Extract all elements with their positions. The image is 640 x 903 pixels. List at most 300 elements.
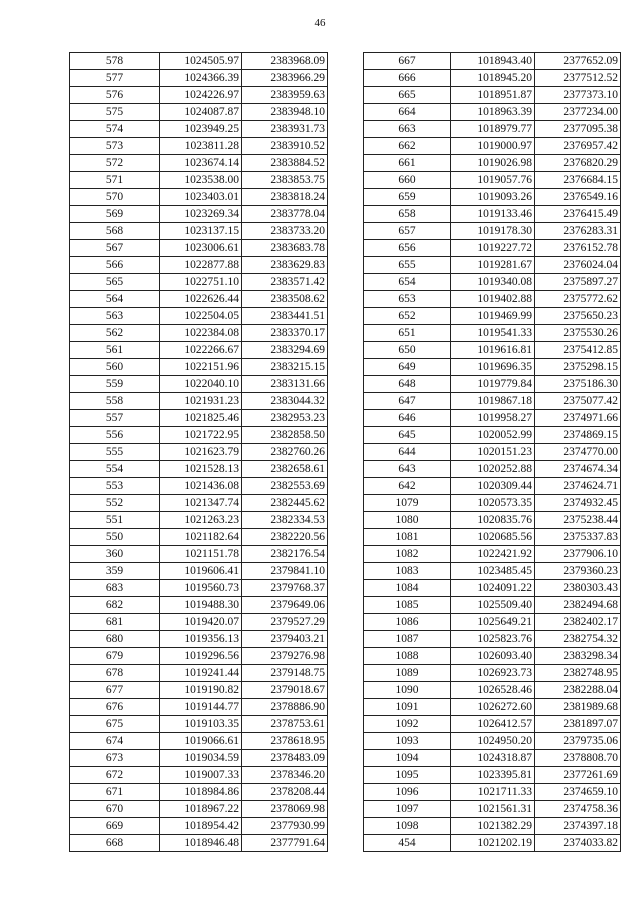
y-coordinate-cell: 2379403.21 xyxy=(242,631,328,648)
y-coordinate-cell: 2374869.15 xyxy=(535,427,621,444)
x-coordinate-cell: 1019958.27 xyxy=(451,410,535,427)
y-coordinate-cell: 2377095.38 xyxy=(535,121,621,138)
point-number-cell: 1087 xyxy=(364,631,451,648)
y-coordinate-cell: 2376684.15 xyxy=(535,172,621,189)
point-number-cell: 557 xyxy=(70,410,160,427)
y-coordinate-cell: 2377373.10 xyxy=(535,87,621,104)
x-coordinate-cell: 1022877.88 xyxy=(160,257,242,274)
table-row xyxy=(70,699,328,716)
point-number-cell: 1090 xyxy=(364,682,451,699)
point-number-cell: 680 xyxy=(70,631,160,648)
y-coordinate-cell: 2381989.68 xyxy=(535,699,621,716)
point-number-cell: 571 xyxy=(70,172,160,189)
x-coordinate-cell: 1023395.81 xyxy=(451,767,535,784)
y-coordinate-cell: 2383131.66 xyxy=(242,376,328,393)
table-row xyxy=(364,529,621,546)
y-coordinate-cell: 2383370.17 xyxy=(242,325,328,342)
y-coordinate-cell: 2374932.45 xyxy=(535,495,621,512)
y-coordinate-cell: 2383959.63 xyxy=(242,87,328,104)
y-coordinate-cell: 2379841.10 xyxy=(242,563,328,580)
point-number-cell: 649 xyxy=(364,359,451,376)
point-number-cell: 672 xyxy=(70,767,160,784)
table-row xyxy=(364,376,621,393)
x-coordinate-cell: 1019133.46 xyxy=(451,206,535,223)
y-coordinate-cell: 2375186.30 xyxy=(535,376,621,393)
table-row xyxy=(70,512,328,529)
x-coordinate-cell: 1024950.20 xyxy=(451,733,535,750)
point-number-cell: 563 xyxy=(70,308,160,325)
y-coordinate-cell: 2376415.49 xyxy=(535,206,621,223)
table-row xyxy=(70,223,328,240)
x-coordinate-cell: 1022266.67 xyxy=(160,342,242,359)
point-number-cell: 1083 xyxy=(364,563,451,580)
point-number-cell: 652 xyxy=(364,308,451,325)
table-row xyxy=(70,172,328,189)
point-number-cell: 655 xyxy=(364,257,451,274)
table-row xyxy=(70,206,328,223)
x-coordinate-cell: 1021382.29 xyxy=(451,818,535,835)
y-coordinate-cell: 2377791.64 xyxy=(242,835,328,852)
x-coordinate-cell: 1024226.97 xyxy=(160,87,242,104)
y-coordinate-cell: 2383215.15 xyxy=(242,359,328,376)
table-row xyxy=(364,444,621,461)
x-coordinate-cell: 1019402.88 xyxy=(451,291,535,308)
x-coordinate-cell: 1021711.33 xyxy=(451,784,535,801)
point-number-cell: 658 xyxy=(364,206,451,223)
table-row xyxy=(364,257,621,274)
x-coordinate-cell: 1022151.96 xyxy=(160,359,242,376)
point-number-cell: 1085 xyxy=(364,597,451,614)
y-coordinate-cell: 2382334.53 xyxy=(242,512,328,529)
table-row xyxy=(70,835,328,852)
x-coordinate-cell: 1023674.14 xyxy=(160,155,242,172)
table-row xyxy=(364,155,621,172)
table-row xyxy=(364,716,621,733)
table-row xyxy=(364,427,621,444)
point-number-cell: 653 xyxy=(364,291,451,308)
x-coordinate-cell: 1025823.76 xyxy=(451,631,535,648)
x-coordinate-cell: 1019867.18 xyxy=(451,393,535,410)
x-coordinate-cell: 1020685.56 xyxy=(451,529,535,546)
y-coordinate-cell: 2375772.62 xyxy=(535,291,621,308)
x-coordinate-cell: 1023006.61 xyxy=(160,240,242,257)
x-coordinate-cell: 1023137.15 xyxy=(160,223,242,240)
x-coordinate-cell: 1020573.35 xyxy=(451,495,535,512)
x-coordinate-cell: 1018954.42 xyxy=(160,818,242,835)
x-coordinate-cell: 1021561.31 xyxy=(451,801,535,818)
y-coordinate-cell: 2382494.68 xyxy=(535,597,621,614)
point-number-cell: 1080 xyxy=(364,512,451,529)
x-coordinate-cell: 1021931.23 xyxy=(160,393,242,410)
point-number-cell: 565 xyxy=(70,274,160,291)
point-number-cell: 1089 xyxy=(364,665,451,682)
y-coordinate-cell: 2382402.17 xyxy=(535,614,621,631)
x-coordinate-cell: 1019616.81 xyxy=(451,342,535,359)
y-coordinate-cell: 2377234.00 xyxy=(535,104,621,121)
table-row xyxy=(364,495,621,512)
table-row xyxy=(364,580,621,597)
x-coordinate-cell: 1018946.48 xyxy=(160,835,242,852)
x-coordinate-cell: 1021347.74 xyxy=(160,495,242,512)
table-row xyxy=(364,801,621,818)
point-number-cell: 576 xyxy=(70,87,160,104)
y-coordinate-cell: 2377906.10 xyxy=(535,546,621,563)
x-coordinate-cell: 1026093.40 xyxy=(451,648,535,665)
table-row xyxy=(364,784,621,801)
table-row xyxy=(364,206,621,223)
table-row xyxy=(70,342,328,359)
table-row xyxy=(70,138,328,155)
x-coordinate-cell: 1024366.39 xyxy=(160,70,242,87)
x-coordinate-cell: 1019241.44 xyxy=(160,665,242,682)
table-row xyxy=(70,70,328,87)
y-coordinate-cell: 2375298.15 xyxy=(535,359,621,376)
table-row xyxy=(70,597,328,614)
y-coordinate-cell: 2383853.75 xyxy=(242,172,328,189)
y-coordinate-cell: 2375897.27 xyxy=(535,274,621,291)
x-coordinate-cell: 1019034.59 xyxy=(160,750,242,767)
point-number-cell: 674 xyxy=(70,733,160,750)
point-number-cell: 646 xyxy=(364,410,451,427)
y-coordinate-cell: 2376820.29 xyxy=(535,155,621,172)
table-row xyxy=(70,563,328,580)
table-row xyxy=(364,87,621,104)
table-row xyxy=(70,359,328,376)
point-number-cell: 1097 xyxy=(364,801,451,818)
x-coordinate-cell: 1019779.84 xyxy=(451,376,535,393)
point-number-cell: 551 xyxy=(70,512,160,529)
y-coordinate-cell: 2376957.42 xyxy=(535,138,621,155)
coordinates-table-left xyxy=(69,52,328,852)
point-number-cell: 559 xyxy=(70,376,160,393)
point-number-cell: 1095 xyxy=(364,767,451,784)
y-coordinate-cell: 2383884.52 xyxy=(242,155,328,172)
table-row xyxy=(364,563,621,580)
x-coordinate-cell: 1024091.22 xyxy=(451,580,535,597)
point-number-cell: 555 xyxy=(70,444,160,461)
y-coordinate-cell: 2378753.61 xyxy=(242,716,328,733)
x-coordinate-cell: 1019696.35 xyxy=(451,359,535,376)
x-coordinate-cell: 1019178.30 xyxy=(451,223,535,240)
table-row xyxy=(70,427,328,444)
x-coordinate-cell: 1026412.57 xyxy=(451,716,535,733)
x-coordinate-cell: 1019420.07 xyxy=(160,614,242,631)
table-row xyxy=(364,223,621,240)
y-coordinate-cell: 2376152.78 xyxy=(535,240,621,257)
x-coordinate-cell: 1024318.87 xyxy=(451,750,535,767)
x-coordinate-cell: 1021825.46 xyxy=(160,410,242,427)
y-coordinate-cell: 2383298.34 xyxy=(535,648,621,665)
y-coordinate-cell: 2383968.09 xyxy=(242,53,328,70)
table-row xyxy=(70,665,328,682)
point-number-cell: 553 xyxy=(70,478,160,495)
y-coordinate-cell: 2383931.73 xyxy=(242,121,328,138)
table-row xyxy=(364,478,621,495)
point-number-cell: 1088 xyxy=(364,648,451,665)
table-row xyxy=(70,529,328,546)
y-coordinate-cell: 2374758.36 xyxy=(535,801,621,818)
point-number-cell: 568 xyxy=(70,223,160,240)
point-number-cell: 678 xyxy=(70,665,160,682)
x-coordinate-cell: 1018943.40 xyxy=(451,53,535,70)
point-number-cell: 647 xyxy=(364,393,451,410)
point-number-cell: 554 xyxy=(70,461,160,478)
x-coordinate-cell: 1021151.78 xyxy=(160,546,242,563)
x-coordinate-cell: 1019606.41 xyxy=(160,563,242,580)
point-number-cell: 575 xyxy=(70,104,160,121)
x-coordinate-cell: 1021722.95 xyxy=(160,427,242,444)
table-row xyxy=(70,189,328,206)
point-number-cell: 1091 xyxy=(364,699,451,716)
x-coordinate-cell: 1022626.44 xyxy=(160,291,242,308)
table-row xyxy=(364,359,621,376)
table-row xyxy=(70,308,328,325)
y-coordinate-cell: 2383294.69 xyxy=(242,342,328,359)
table-row xyxy=(70,784,328,801)
point-number-cell: 556 xyxy=(70,427,160,444)
y-coordinate-cell: 2379768.37 xyxy=(242,580,328,597)
y-coordinate-cell: 2378208.44 xyxy=(242,784,328,801)
table-row xyxy=(364,835,621,852)
table-row xyxy=(364,410,621,427)
x-coordinate-cell: 1019296.56 xyxy=(160,648,242,665)
y-coordinate-cell: 2374624.71 xyxy=(535,478,621,495)
y-coordinate-cell: 2378618.95 xyxy=(242,733,328,750)
x-coordinate-cell: 1022751.10 xyxy=(160,274,242,291)
table-row xyxy=(70,818,328,835)
x-coordinate-cell: 1020052.99 xyxy=(451,427,535,444)
x-coordinate-cell: 1018984.86 xyxy=(160,784,242,801)
point-number-cell: 562 xyxy=(70,325,160,342)
x-coordinate-cell: 1020252.88 xyxy=(451,461,535,478)
point-number-cell: 359 xyxy=(70,563,160,580)
point-number-cell: 550 xyxy=(70,529,160,546)
point-number-cell: 1079 xyxy=(364,495,451,512)
y-coordinate-cell: 2382553.69 xyxy=(242,478,328,495)
y-coordinate-cell: 2379148.75 xyxy=(242,665,328,682)
table-row xyxy=(70,461,328,478)
table-row xyxy=(70,716,328,733)
x-coordinate-cell: 1021528.13 xyxy=(160,461,242,478)
table-row xyxy=(364,631,621,648)
y-coordinate-cell: 2383910.52 xyxy=(242,138,328,155)
y-coordinate-cell: 2382748.95 xyxy=(535,665,621,682)
point-number-cell: 1082 xyxy=(364,546,451,563)
table-row xyxy=(364,308,621,325)
table-row xyxy=(70,104,328,121)
table-row xyxy=(70,121,328,138)
y-coordinate-cell: 2383044.32 xyxy=(242,393,328,410)
point-number-cell: 664 xyxy=(364,104,451,121)
x-coordinate-cell: 1019488.30 xyxy=(160,597,242,614)
x-coordinate-cell: 1021202.19 xyxy=(451,835,535,852)
table-row xyxy=(364,53,621,70)
point-number-cell: 574 xyxy=(70,121,160,138)
y-coordinate-cell: 2383948.10 xyxy=(242,104,328,121)
table-row xyxy=(70,240,328,257)
point-number-cell: 651 xyxy=(364,325,451,342)
y-coordinate-cell: 2379649.06 xyxy=(242,597,328,614)
x-coordinate-cell: 1020309.44 xyxy=(451,478,535,495)
point-number-cell: 360 xyxy=(70,546,160,563)
x-coordinate-cell: 1025649.21 xyxy=(451,614,535,631)
y-coordinate-cell: 2380303.43 xyxy=(535,580,621,597)
x-coordinate-cell: 1019103.35 xyxy=(160,716,242,733)
x-coordinate-cell: 1023949.25 xyxy=(160,121,242,138)
table-row xyxy=(364,699,621,716)
point-number-cell: 670 xyxy=(70,801,160,818)
table-row xyxy=(70,257,328,274)
x-coordinate-cell: 1020835.76 xyxy=(451,512,535,529)
x-coordinate-cell: 1019281.67 xyxy=(451,257,535,274)
table-row xyxy=(364,512,621,529)
x-coordinate-cell: 1019227.72 xyxy=(451,240,535,257)
table-row xyxy=(364,665,621,682)
y-coordinate-cell: 2377261.69 xyxy=(535,767,621,784)
x-coordinate-cell: 1023538.00 xyxy=(160,172,242,189)
y-coordinate-cell: 2375337.83 xyxy=(535,529,621,546)
y-coordinate-cell: 2383683.78 xyxy=(242,240,328,257)
point-number-cell: 673 xyxy=(70,750,160,767)
point-number-cell: 1094 xyxy=(364,750,451,767)
table-row xyxy=(70,614,328,631)
x-coordinate-cell: 1019469.99 xyxy=(451,308,535,325)
x-coordinate-cell: 1019093.26 xyxy=(451,189,535,206)
y-coordinate-cell: 2382445.62 xyxy=(242,495,328,512)
table-row xyxy=(364,614,621,631)
x-coordinate-cell: 1021623.79 xyxy=(160,444,242,461)
table-row xyxy=(364,121,621,138)
table-row xyxy=(364,597,621,614)
y-coordinate-cell: 2383818.24 xyxy=(242,189,328,206)
table-row xyxy=(364,70,621,87)
y-coordinate-cell: 2382176.54 xyxy=(242,546,328,563)
x-coordinate-cell: 1019007.33 xyxy=(160,767,242,784)
point-number-cell: 645 xyxy=(364,427,451,444)
x-coordinate-cell: 1024505.97 xyxy=(160,53,242,70)
y-coordinate-cell: 2378069.98 xyxy=(242,801,328,818)
x-coordinate-cell: 1022384.08 xyxy=(160,325,242,342)
x-coordinate-cell: 1026528.46 xyxy=(451,682,535,699)
x-coordinate-cell: 1019066.61 xyxy=(160,733,242,750)
y-coordinate-cell: 2375650.23 xyxy=(535,308,621,325)
y-coordinate-cell: 2374397.18 xyxy=(535,818,621,835)
point-number-cell: 683 xyxy=(70,580,160,597)
table-row xyxy=(364,172,621,189)
point-number-cell: 667 xyxy=(364,53,451,70)
x-coordinate-cell: 1019190.82 xyxy=(160,682,242,699)
point-number-cell: 659 xyxy=(364,189,451,206)
point-number-cell: 1086 xyxy=(364,614,451,631)
y-coordinate-cell: 2375412.85 xyxy=(535,342,621,359)
point-number-cell: 650 xyxy=(364,342,451,359)
x-coordinate-cell: 1023811.28 xyxy=(160,138,242,155)
y-coordinate-cell: 2382220.56 xyxy=(242,529,328,546)
y-coordinate-cell: 2382288.04 xyxy=(535,682,621,699)
y-coordinate-cell: 2383508.62 xyxy=(242,291,328,308)
point-number-cell: 668 xyxy=(70,835,160,852)
x-coordinate-cell: 1022504.05 xyxy=(160,308,242,325)
table-row xyxy=(70,648,328,665)
table-row xyxy=(364,274,621,291)
table-row xyxy=(364,189,621,206)
table-row xyxy=(364,461,621,478)
point-number-cell: 669 xyxy=(70,818,160,835)
point-number-cell: 564 xyxy=(70,291,160,308)
x-coordinate-cell: 1025509.40 xyxy=(451,597,535,614)
table-row xyxy=(364,342,621,359)
table-row xyxy=(364,750,621,767)
table-row xyxy=(364,291,621,308)
y-coordinate-cell: 2383733.20 xyxy=(242,223,328,240)
point-number-cell: 578 xyxy=(70,53,160,70)
table-row xyxy=(70,631,328,648)
table-row xyxy=(364,818,621,835)
table-row xyxy=(364,325,621,342)
point-number-cell: 1093 xyxy=(364,733,451,750)
table-row xyxy=(70,546,328,563)
y-coordinate-cell: 2378808.70 xyxy=(535,750,621,767)
x-coordinate-cell: 1019560.73 xyxy=(160,580,242,597)
point-number-cell: 679 xyxy=(70,648,160,665)
point-number-cell: 570 xyxy=(70,189,160,206)
point-number-cell: 561 xyxy=(70,342,160,359)
point-number-cell: 671 xyxy=(70,784,160,801)
table-row xyxy=(70,274,328,291)
point-number-cell: 1098 xyxy=(364,818,451,835)
y-coordinate-cell: 2377652.09 xyxy=(535,53,621,70)
table-row xyxy=(364,393,621,410)
table-row xyxy=(364,767,621,784)
x-coordinate-cell: 1026272.60 xyxy=(451,699,535,716)
point-number-cell: 662 xyxy=(364,138,451,155)
x-coordinate-cell: 1021263.23 xyxy=(160,512,242,529)
y-coordinate-cell: 2379276.98 xyxy=(242,648,328,665)
table-row xyxy=(70,155,328,172)
point-number-cell: 656 xyxy=(364,240,451,257)
point-number-cell: 567 xyxy=(70,240,160,257)
y-coordinate-cell: 2377512.52 xyxy=(535,70,621,87)
x-coordinate-cell: 1023269.34 xyxy=(160,206,242,223)
y-coordinate-cell: 2379018.67 xyxy=(242,682,328,699)
y-coordinate-cell: 2383629.83 xyxy=(242,257,328,274)
x-coordinate-cell: 1019057.76 xyxy=(451,172,535,189)
point-number-cell: 643 xyxy=(364,461,451,478)
point-number-cell: 648 xyxy=(364,376,451,393)
y-coordinate-cell: 2375530.26 xyxy=(535,325,621,342)
coordinates-table-right xyxy=(363,52,621,852)
x-coordinate-cell: 1019340.08 xyxy=(451,274,535,291)
x-coordinate-cell: 1018951.87 xyxy=(451,87,535,104)
table-row xyxy=(364,240,621,257)
point-number-cell: 566 xyxy=(70,257,160,274)
y-coordinate-cell: 2378346.20 xyxy=(242,767,328,784)
table-row xyxy=(70,325,328,342)
table-row xyxy=(70,291,328,308)
point-number-cell: 573 xyxy=(70,138,160,155)
x-coordinate-cell: 1018945.20 xyxy=(451,70,535,87)
table-row xyxy=(70,87,328,104)
point-number-cell: 560 xyxy=(70,359,160,376)
y-coordinate-cell: 2379527.29 xyxy=(242,614,328,631)
point-number-cell: 681 xyxy=(70,614,160,631)
y-coordinate-cell: 2383571.42 xyxy=(242,274,328,291)
point-number-cell: 1084 xyxy=(364,580,451,597)
x-coordinate-cell: 1019000.97 xyxy=(451,138,535,155)
x-coordinate-cell: 1018967.22 xyxy=(160,801,242,818)
y-coordinate-cell: 2375077.42 xyxy=(535,393,621,410)
y-coordinate-cell: 2374971.66 xyxy=(535,410,621,427)
